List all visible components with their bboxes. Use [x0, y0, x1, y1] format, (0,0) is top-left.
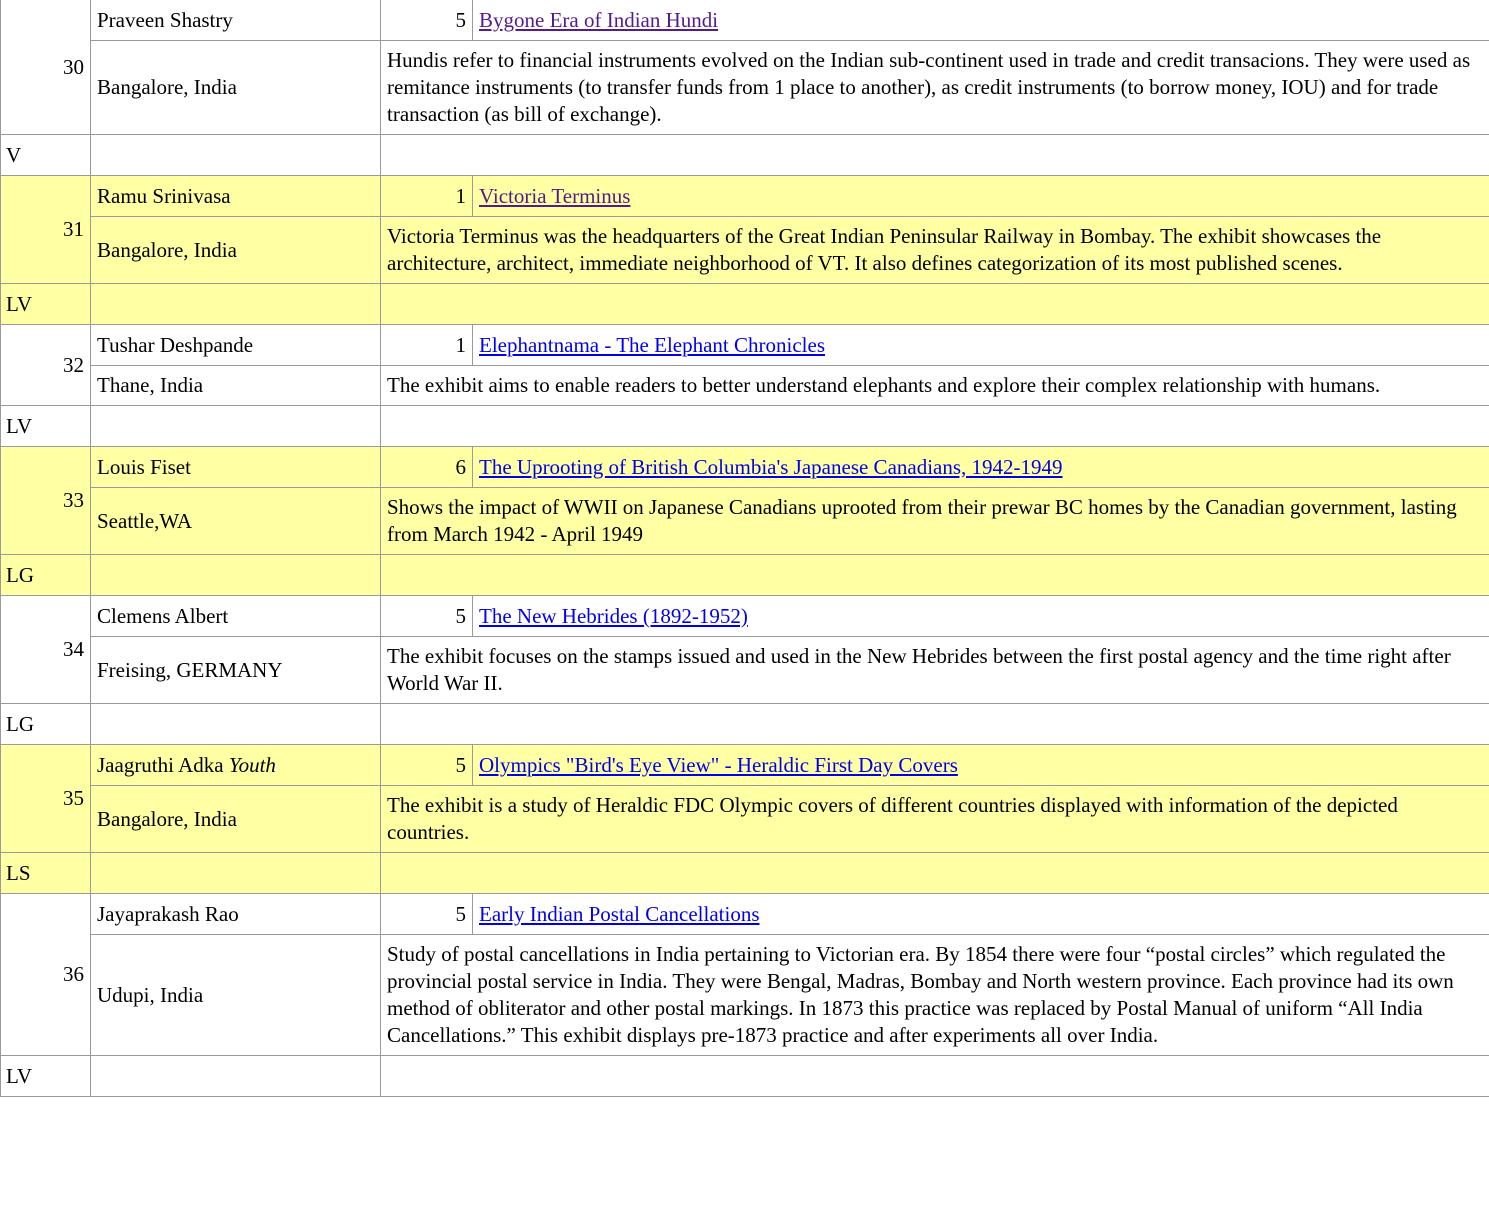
exhibit-header-row	[1, 0, 1489, 41]
frame-count: 5	[381, 894, 473, 935]
award-level: LV	[1, 1056, 91, 1097]
exhibit-description: Study of postal cancellations in India pertaining to Victorian era. By 1854 there were four “postal circles” which regulated the provincial postal service in India. They were Bengal, Madras, Bombay and North western province. Each province had its own method of obliterator and other postal markings. In 1873 this practice was replaced by Postal Manual of uniform “All India Cancellations.” This exhibit displays pre-1873 practice and after experiments all over India.	[381, 935, 1489, 1056]
award-level: LS	[1, 853, 91, 894]
exhibitor-location: Seattle,WA	[91, 488, 381, 555]
exhibitor-location: Thane, India	[91, 366, 381, 406]
award-spacer	[91, 555, 381, 596]
exhibitor-cell	[91, 745, 381, 786]
exhibit-number: 33	[1, 447, 91, 555]
award-spacer-wide	[381, 406, 1489, 447]
exhibit-detail-row	[1, 217, 1489, 284]
award-spacer	[91, 1056, 381, 1097]
frame-count: 6	[381, 447, 473, 488]
award-spacer-wide	[381, 704, 1489, 745]
exhibit-title-link[interactable]: Olympics "Bird's Eye View" - Heraldic First Day Covers	[479, 752, 958, 777]
exhibitor-cell	[91, 894, 381, 935]
exhibit-award-row	[1, 1056, 1489, 1097]
exhibitor-location: Freising, GERMANY	[91, 637, 381, 704]
award-level: LG	[1, 555, 91, 596]
award-level: LV	[1, 406, 91, 447]
exhibit-description: Victoria Terminus was the headquarters of the Great Indian Peninsular Railway in Bombay. The exhibit showcases the architecture, architect, immediate neighborhood of VT. It also defines categorization of its most published scenes.	[381, 217, 1489, 284]
exhibit-header-row	[1, 596, 1489, 637]
frame-count: 1	[381, 325, 473, 366]
exhibit-title-link[interactable]: Early Indian Postal Cancellations	[479, 901, 760, 926]
exhibit-description: Shows the impact of WWII on Japanese Canadians uprooted from their prewar BC homes by the Canadian government, lasting from March 1942 - April 1949	[381, 488, 1489, 555]
exhibit-award-row	[1, 853, 1489, 894]
exhibit-award-row	[1, 135, 1489, 176]
exhibit-award-row	[1, 284, 1489, 325]
exhibit-title-cell	[473, 447, 1489, 488]
exhibit-header-row	[1, 325, 1489, 366]
award-spacer	[91, 406, 381, 447]
exhibit-number: 35	[1, 745, 91, 853]
exhibit-title-link[interactable]: The Uprooting of British Columbia's Japanese Canadians, 1942-1949	[479, 454, 1063, 479]
award-spacer-wide	[381, 555, 1489, 596]
exhibit-number: 32	[1, 325, 91, 406]
exhibit-title-link[interactable]: Bygone Era of Indian Hundi	[479, 7, 719, 32]
award-spacer	[91, 704, 381, 745]
exhibit-header-row	[1, 745, 1489, 786]
award-spacer	[91, 853, 381, 894]
exhibitor-cell	[91, 176, 381, 217]
exhibit-description: The exhibit aims to enable readers to better understand elephants and explore their complex relationship with humans.	[381, 366, 1489, 406]
exhibit-title-cell	[473, 176, 1489, 217]
exhibitor-location: Udupi, India	[91, 935, 381, 1056]
exhibit-detail-row	[1, 935, 1489, 1056]
award-spacer-wide	[381, 1056, 1489, 1097]
exhibitor-location: Bangalore, India	[91, 217, 381, 284]
frame-count: 5	[381, 745, 473, 786]
exhibit-title-cell	[473, 0, 1489, 41]
exhibit-title-cell	[473, 325, 1489, 366]
youth-tag: Youth	[228, 752, 276, 777]
exhibitor-name: Clemens Albert	[97, 603, 229, 628]
award-spacer-wide	[381, 853, 1489, 894]
exhibitor-name: Jayaprakash Rao	[97, 901, 239, 926]
exhibit-description: The exhibit is a study of Heraldic FDC Olympic covers of different countries displayed with information of the depicted countries.	[381, 786, 1489, 853]
exhibits-table-body	[1, 0, 1489, 1097]
exhibit-award-row	[1, 406, 1489, 447]
exhibit-number: 31	[1, 176, 91, 284]
exhibit-title-link[interactable]: The New Hebrides (1892-1952)	[479, 603, 748, 628]
exhibitor-location: Bangalore, India	[91, 786, 381, 853]
exhibit-description: The exhibit focuses on the stamps issued and used in the New Hebrides between the first postal agency and the time right after World War II.	[381, 637, 1489, 704]
exhibit-title-cell	[473, 894, 1489, 935]
exhibitor-cell	[91, 596, 381, 637]
award-level: LV	[1, 284, 91, 325]
exhibitor-name: Louis Fiset	[97, 454, 191, 479]
frame-count: 5	[381, 596, 473, 637]
award-spacer-wide	[381, 135, 1489, 176]
exhibit-award-row	[1, 555, 1489, 596]
frame-count: 5	[381, 0, 473, 41]
exhibit-title-cell	[473, 596, 1489, 637]
exhibitor-cell	[91, 325, 381, 366]
award-level: LG	[1, 704, 91, 745]
exhibitor-cell	[91, 0, 381, 41]
exhibit-title-cell	[473, 745, 1489, 786]
award-spacer-wide	[381, 284, 1489, 325]
award-spacer	[91, 284, 381, 325]
exhibitor-name: Ramu Srinivasa	[97, 183, 231, 208]
exhibit-detail-row	[1, 41, 1489, 135]
exhibitor-name: Praveen Shastry	[97, 7, 233, 32]
award-level: V	[1, 135, 91, 176]
exhibitor-name: Tushar Deshpande	[97, 332, 254, 357]
exhibit-detail-row	[1, 786, 1489, 853]
exhibit-title-link[interactable]: Elephantnama - The Elephant Chronicles	[479, 332, 825, 357]
exhibit-title-link[interactable]: Victoria Terminus	[479, 183, 631, 208]
exhibitor-name: Jaagruthi Adka	[97, 752, 224, 777]
exhibit-header-row	[1, 176, 1489, 217]
exhibitor-cell	[91, 447, 381, 488]
exhibit-award-row	[1, 704, 1489, 745]
exhibit-number: 30	[1, 0, 91, 135]
exhibit-header-row	[1, 447, 1489, 488]
frame-count: 1	[381, 176, 473, 217]
exhibit-header-row	[1, 894, 1489, 935]
exhibitor-location: Bangalore, India	[91, 41, 381, 135]
exhibit-number: 34	[1, 596, 91, 704]
exhibit-number: 36	[1, 894, 91, 1056]
exhibit-detail-row	[1, 637, 1489, 704]
exhibit-detail-row	[1, 366, 1489, 406]
award-spacer	[91, 135, 381, 176]
exhibit-description: Hundis refer to financial instruments evolved on the Indian sub-continent used in trade and credit transacions. They were used as remitance instruments (to transfer funds from 1 place to another), as credit instruments (to borrow money, IOU) and for trade transaction (as bill of exchange).	[381, 41, 1489, 135]
exhibit-detail-row	[1, 488, 1489, 555]
